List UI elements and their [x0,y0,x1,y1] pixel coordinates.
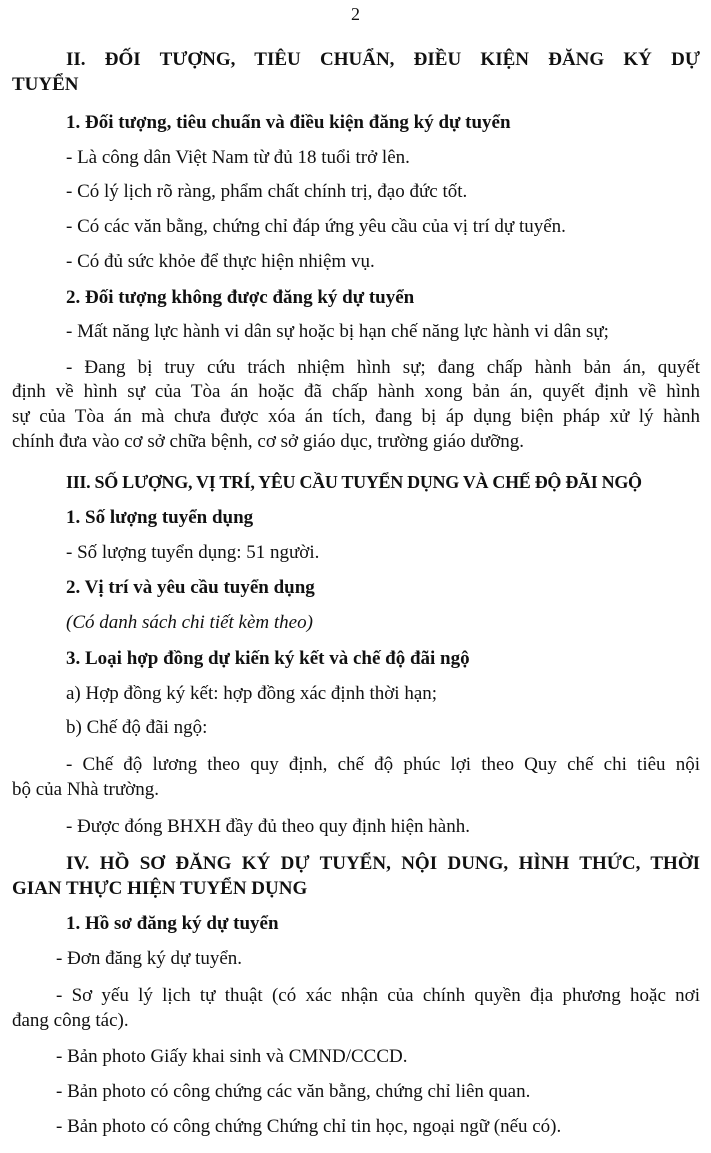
list-item: - Là công dân Việt Nam từ đủ 18 tuổi trở lên. [66,147,410,168]
page-number: 2 [351,4,360,24]
list-item: - Bản photo có công chứng Chứng chỉ tin học, ngoại ngữ (nếu có). [56,1116,562,1137]
section-4-heading-line-1: IV. HỒ SƠ ĐĂNG KÝ DỰ TUYỂN, NỘI DUNG, HÌNH THỨC, THỜI [66,853,700,874]
paragraph-line: sự của Tòa án mà chưa được xóa án tích, đang bị áp dụng biện pháp xử lý hành [12,406,700,427]
paragraph-line: - Chế độ lương theo quy định, chế độ phúc lợi theo Quy chế chi tiêu nội [66,754,700,775]
list-item: a) Hợp đồng ký kết: hợp đồng xác định thời hạn; [66,683,438,704]
list-item: - Mất năng lực hành vi dân sự hoặc bị hạn chế năng lực hành vi dân sự; [66,321,609,342]
list-item: - Có lý lịch rõ ràng, phẩm chất chính trị, đạo đức tốt. [66,181,468,202]
section-3-heading: III. SỐ LƯỢNG, VỊ TRÍ, YÊU CẦU TUYỂN DỤNG VÀ CHẾ ĐỘ ĐÃI NGỘ [66,472,642,492]
list-item: b) Chế độ đãi ngộ: [66,717,208,738]
list-item: - Bản photo Giấy khai sinh và CMND/CCCD. [56,1046,408,1067]
list-item: - Số lượng tuyển dụng: 51 người. [66,542,320,563]
paragraph-line: - Đang bị truy cứu trách nhiệm hình sự; đang chấp hành bản án, quyết [66,357,700,378]
attachment-note: (Có danh sách chi tiết kèm theo) [66,612,313,633]
section-4-sub-1-title: 1. Hồ sơ đăng ký dự tuyển [66,913,279,934]
section-2-heading-line-1: II. ĐỐI TƯỢNG, TIÊU CHUẨN, ĐIỀU KIỆN ĐĂNG KÝ DỰ [66,49,700,70]
list-item: - Đơn đăng ký dự tuyển. [56,948,243,969]
list-item: - Có đủ sức khỏe để thực hiện nhiệm vụ. [66,251,375,272]
paragraph-line: chính đưa vào cơ sở chữa bệnh, cơ sở giáo dục, trường giáo dưỡng. [12,431,524,452]
paragraph-line: định về hình sự của Tòa án hoặc đã chấp hành xong bản án, quyết định về hình [12,381,700,402]
section-2-sub-2-title: 2. Đối tượng không được đăng ký dự tuyển [66,287,415,308]
paragraph-line: đang công tác). [12,1010,129,1031]
paragraph-line: - Sơ yếu lý lịch tự thuật (có xác nhận của chính quyền địa phương hoặc nơi [56,985,700,1006]
section-3-sub-3-title: 3. Loại hợp đồng dự kiến ký kết và chế độ đãi ngộ [66,648,470,669]
section-4-heading-line-2: GIAN THỰC HIỆN TUYỂN DỤNG [12,878,308,899]
list-item: - Có các văn bằng, chứng chỉ đáp ứng yêu cầu của vị trí dự tuyển. [66,216,566,237]
list-item: - Được đóng BHXH đầy đủ theo quy định hiện hành. [66,816,470,837]
section-3-sub-1-title: 1. Số lượng tuyển dụng [66,507,254,528]
section-2-heading-line-2: TUYỂN [12,74,79,95]
list-item: - Bản photo có công chứng các văn bằng, chứng chỉ liên quan. [56,1081,531,1102]
section-3-sub-2-title: 2. Vị trí và yêu cầu tuyển dụng [66,577,315,598]
paragraph-line: bộ của Nhà trường. [12,779,159,800]
section-2-sub-1-title: 1. Đối tượng, tiêu chuẩn và điều kiện đăng ký dự tuyển [66,112,511,133]
